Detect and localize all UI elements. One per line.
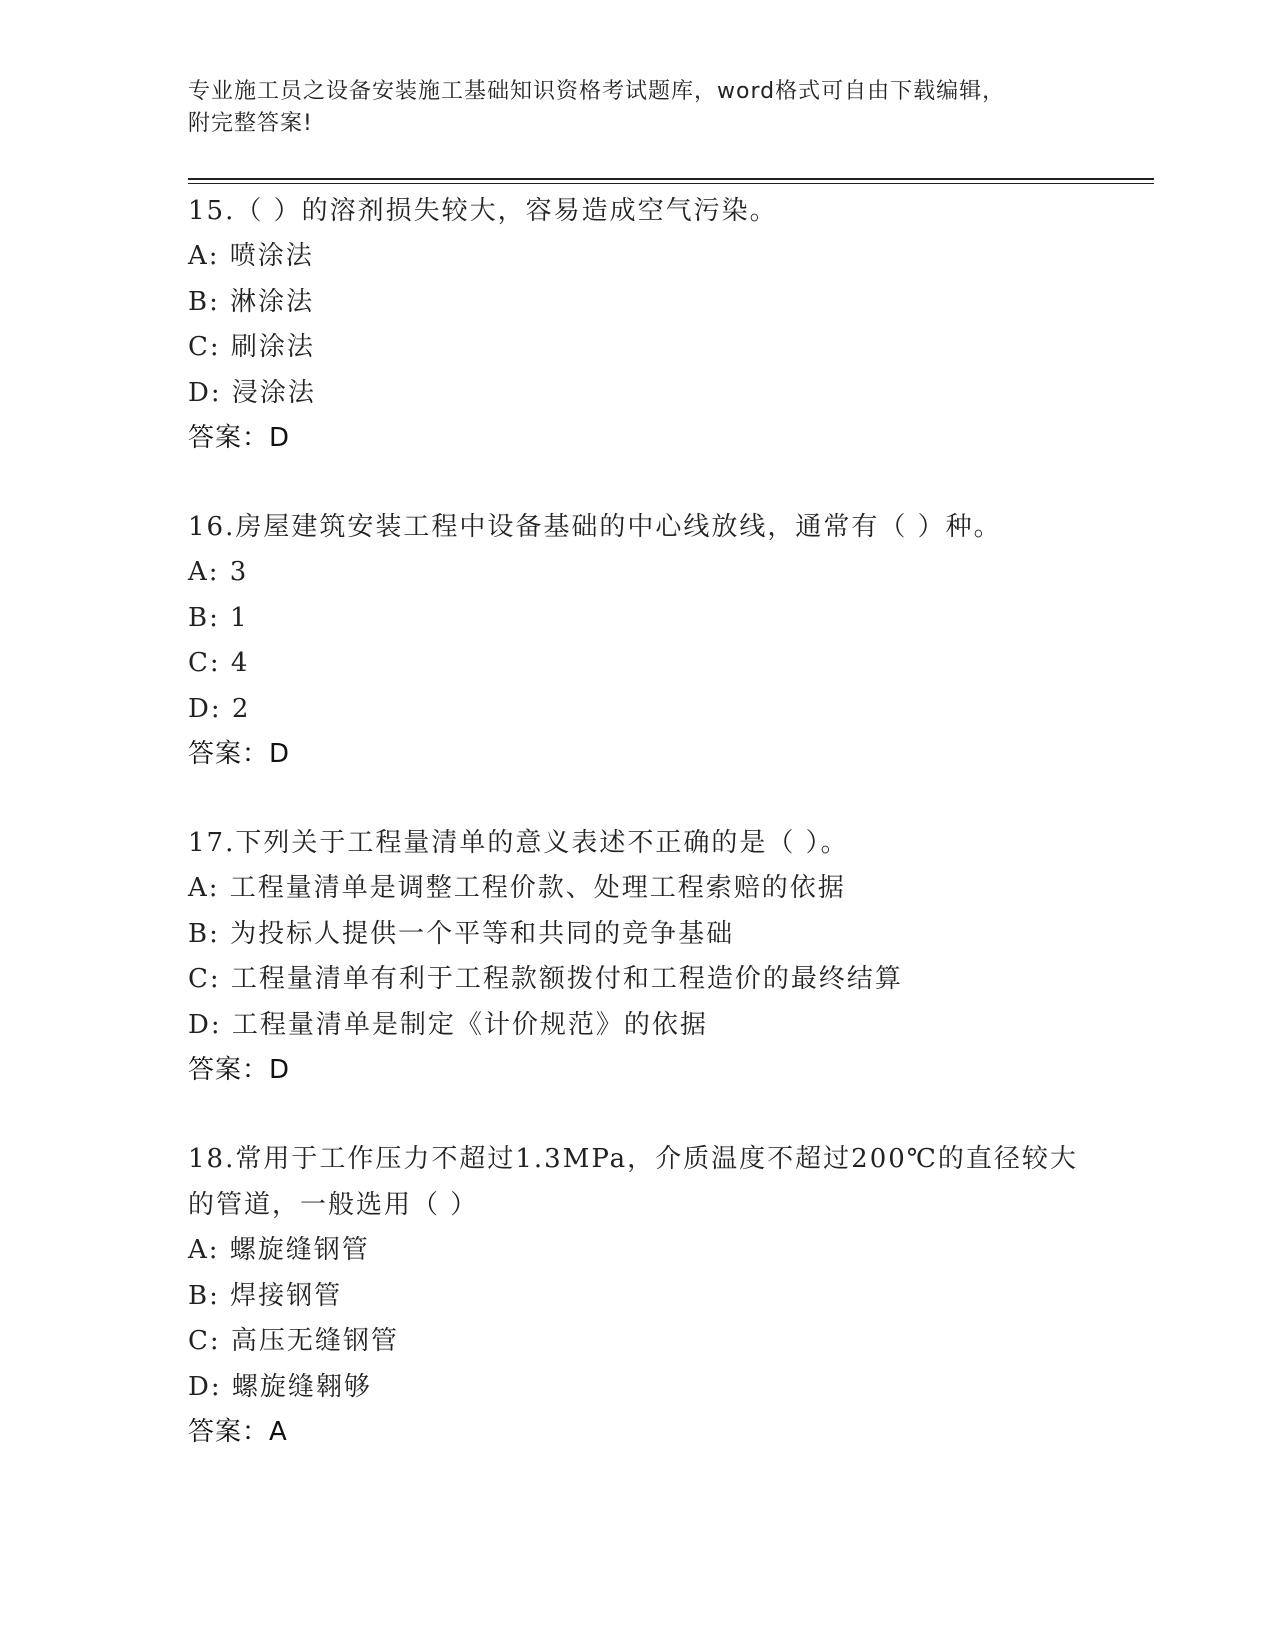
document-header xyxy=(188,76,1088,140)
question-15 xyxy=(188,188,1128,460)
option-a: A: 工程量清单是调整工程价款、处理工程索赔的依据 xyxy=(188,873,846,903)
option-d: D: 2 xyxy=(188,693,251,724)
question-stem-line-2: 的管道，一般选用（ ） xyxy=(188,1190,479,1220)
option-d: D: 工程量清单是制定《计价规范》的依据 xyxy=(188,1009,708,1040)
option-c: C: 4 xyxy=(188,648,250,678)
option-d: D: 螺旋缝翱够 xyxy=(188,1371,372,1402)
option-b: B: 为投标人提供一个平等和共同的竞争基础 xyxy=(188,918,735,949)
option-c: C: 刷涂法 xyxy=(188,332,315,362)
question-17 xyxy=(188,820,1128,1092)
option-b: B: 淋涂法 xyxy=(188,286,315,317)
answer: 答案：D xyxy=(188,423,291,453)
option-c: C: 工程量清单有利于工程款额拨付和工程造价的最终结算 xyxy=(188,964,903,994)
header-divider-top xyxy=(188,178,1154,180)
question-16 xyxy=(188,504,1128,776)
question-list xyxy=(188,188,1128,1498)
answer: 答案：D xyxy=(188,739,291,769)
option-a: A: 喷涂法 xyxy=(188,241,314,271)
header-line-1: 专业施工员之设备安装施工基础知识资格考试题库，word格式可自由下载编辑， xyxy=(188,79,1006,104)
question-18 xyxy=(188,1136,1128,1454)
answer: 答案：D xyxy=(188,1055,291,1085)
option-b: B: 焊接钢管 xyxy=(188,1280,343,1311)
header-line-2: 附完整答案! xyxy=(188,111,313,136)
header-divider-bottom xyxy=(188,183,1154,184)
option-a: A: 螺旋缝钢管 xyxy=(188,1235,370,1265)
option-a: A: 3 xyxy=(188,557,249,587)
option-d: D: 浸涂法 xyxy=(188,377,316,408)
question-stem: 17.下列关于工程量清单的意义表述不正确的是（ ）。 xyxy=(188,828,849,858)
option-b: B: 1 xyxy=(188,602,249,633)
question-stem: 16.房屋建筑安装工程中设备基础的中心线放线，通常有（ ）种。 xyxy=(188,512,1002,542)
option-c: C: 高压无缝钢管 xyxy=(188,1326,399,1356)
question-stem: 15.（ ）的溶剂损失较大，容易造成空气污染。 xyxy=(188,196,778,226)
answer: 答案：A xyxy=(188,1417,288,1447)
question-stem-line-1: 18.常用于工作压力不超过1.3MPa，介质温度不超过200℃的直径较大 xyxy=(188,1144,1078,1174)
